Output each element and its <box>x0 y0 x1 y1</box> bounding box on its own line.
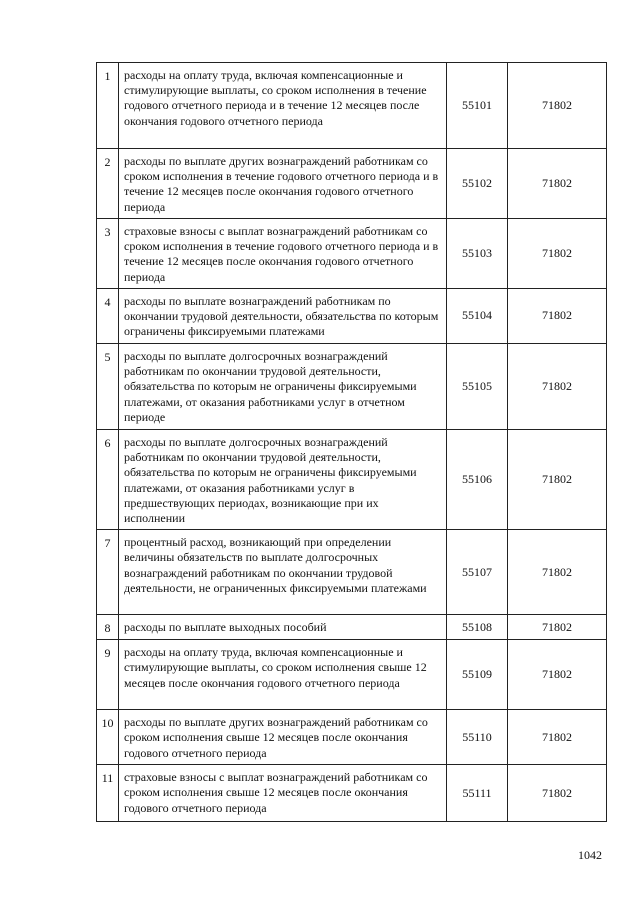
row-code: 55107 <box>447 530 508 615</box>
row-number: 10 <box>97 710 119 765</box>
row-number: 2 <box>97 149 119 219</box>
row-description: расходы по выплате других вознаграждений работникам со сроком исполнения в течение годового отчетного периода и в течение 12 месяцев после окончания годового отчетного периода <box>119 149 447 219</box>
row-number: 3 <box>97 219 119 289</box>
row-code: 55101 <box>447 63 508 149</box>
row-number: 4 <box>97 289 119 344</box>
row-number: 6 <box>97 430 119 530</box>
row-account: 71802 <box>508 530 607 615</box>
row-number: 1 <box>97 63 119 149</box>
table-row <box>97 149 607 219</box>
row-description: расходы по выплате выходных пособий <box>119 615 447 640</box>
row-description: расходы по выплате долгосрочных вознаграждений работникам по окончании трудовой деятельности, обязательства по которым не ограничены фиксируемыми платежами, от оказания работниками услуг в отчетном периоде <box>119 344 447 430</box>
row-description: расходы на оплату труда, включая компенсационные и стимулирующие выплаты, со сроком исполнения свыше 12 месяцев после окончания годового отчетного периода <box>119 640 447 710</box>
row-account: 71802 <box>508 149 607 219</box>
row-code: 55104 <box>447 289 508 344</box>
table-row <box>97 615 607 640</box>
row-description: расходы по выплате вознаграждений работникам по окончании трудовой деятельности, обязательства по которым ограничены фиксируемыми платежами <box>119 289 447 344</box>
expense-codes-table <box>96 62 607 822</box>
row-code: 55110 <box>447 710 508 765</box>
row-description: расходы на оплату труда, включая компенсационные и стимулирующие выплаты, со сроком исполнения в течение годового отчетного периода и в течение 12 месяцев после окончания годового отчетного периода <box>119 63 447 149</box>
row-number: 5 <box>97 344 119 430</box>
row-number: 8 <box>97 615 119 640</box>
table-row <box>97 430 607 530</box>
table-row <box>97 344 607 430</box>
row-account: 71802 <box>508 640 607 710</box>
row-number: 9 <box>97 640 119 710</box>
row-account: 71802 <box>508 615 607 640</box>
row-account: 71802 <box>508 219 607 289</box>
row-account: 71802 <box>508 289 607 344</box>
table-row <box>97 530 607 615</box>
row-code: 55109 <box>447 640 508 710</box>
table-row <box>97 289 607 344</box>
row-account: 71802 <box>508 63 607 149</box>
row-code: 55106 <box>447 430 508 530</box>
row-account: 71802 <box>508 710 607 765</box>
table-row <box>97 710 607 765</box>
row-description: расходы по выплате долгосрочных вознаграждений работникам по окончании трудовой деятельности, обязательства по которым не ограничены фиксируемыми платежами, от оказания работниками услуг в предшествующих периодах, возникающие при их исполнении <box>119 430 447 530</box>
table-row <box>97 765 607 822</box>
row-number: 11 <box>97 765 119 822</box>
page-number: 1042 <box>578 848 602 862</box>
row-code: 55111 <box>447 765 508 822</box>
row-description: страховые взносы с выплат вознаграждений работникам со сроком исполнения в течение годового отчетного периода и в течение 12 месяцев после окончания годового отчетного периода <box>119 219 447 289</box>
row-account: 71802 <box>508 344 607 430</box>
table-row <box>97 640 607 710</box>
row-account: 71802 <box>508 430 607 530</box>
table-row <box>97 219 607 289</box>
row-description: расходы по выплате других вознаграждений работникам со сроком исполнения свыше 12 месяцев после окончания годового отчетного периода <box>119 710 447 765</box>
row-code: 55103 <box>447 219 508 289</box>
row-description: страховые взносы с выплат вознаграждений работникам со сроком исполнения свыше 12 месяцев после окончания годового отчетного периода <box>119 765 447 822</box>
row-number: 7 <box>97 530 119 615</box>
row-code: 55108 <box>447 615 508 640</box>
row-description: процентный расход, возникающий при определении величины обязательств по выплате долгосрочных вознаграждений работникам по окончании трудовой деятельности, не ограниченных фиксируемыми платежами <box>119 530 447 615</box>
table-row <box>97 63 607 149</box>
row-code: 55102 <box>447 149 508 219</box>
row-account: 71802 <box>508 765 607 822</box>
row-code: 55105 <box>447 344 508 430</box>
